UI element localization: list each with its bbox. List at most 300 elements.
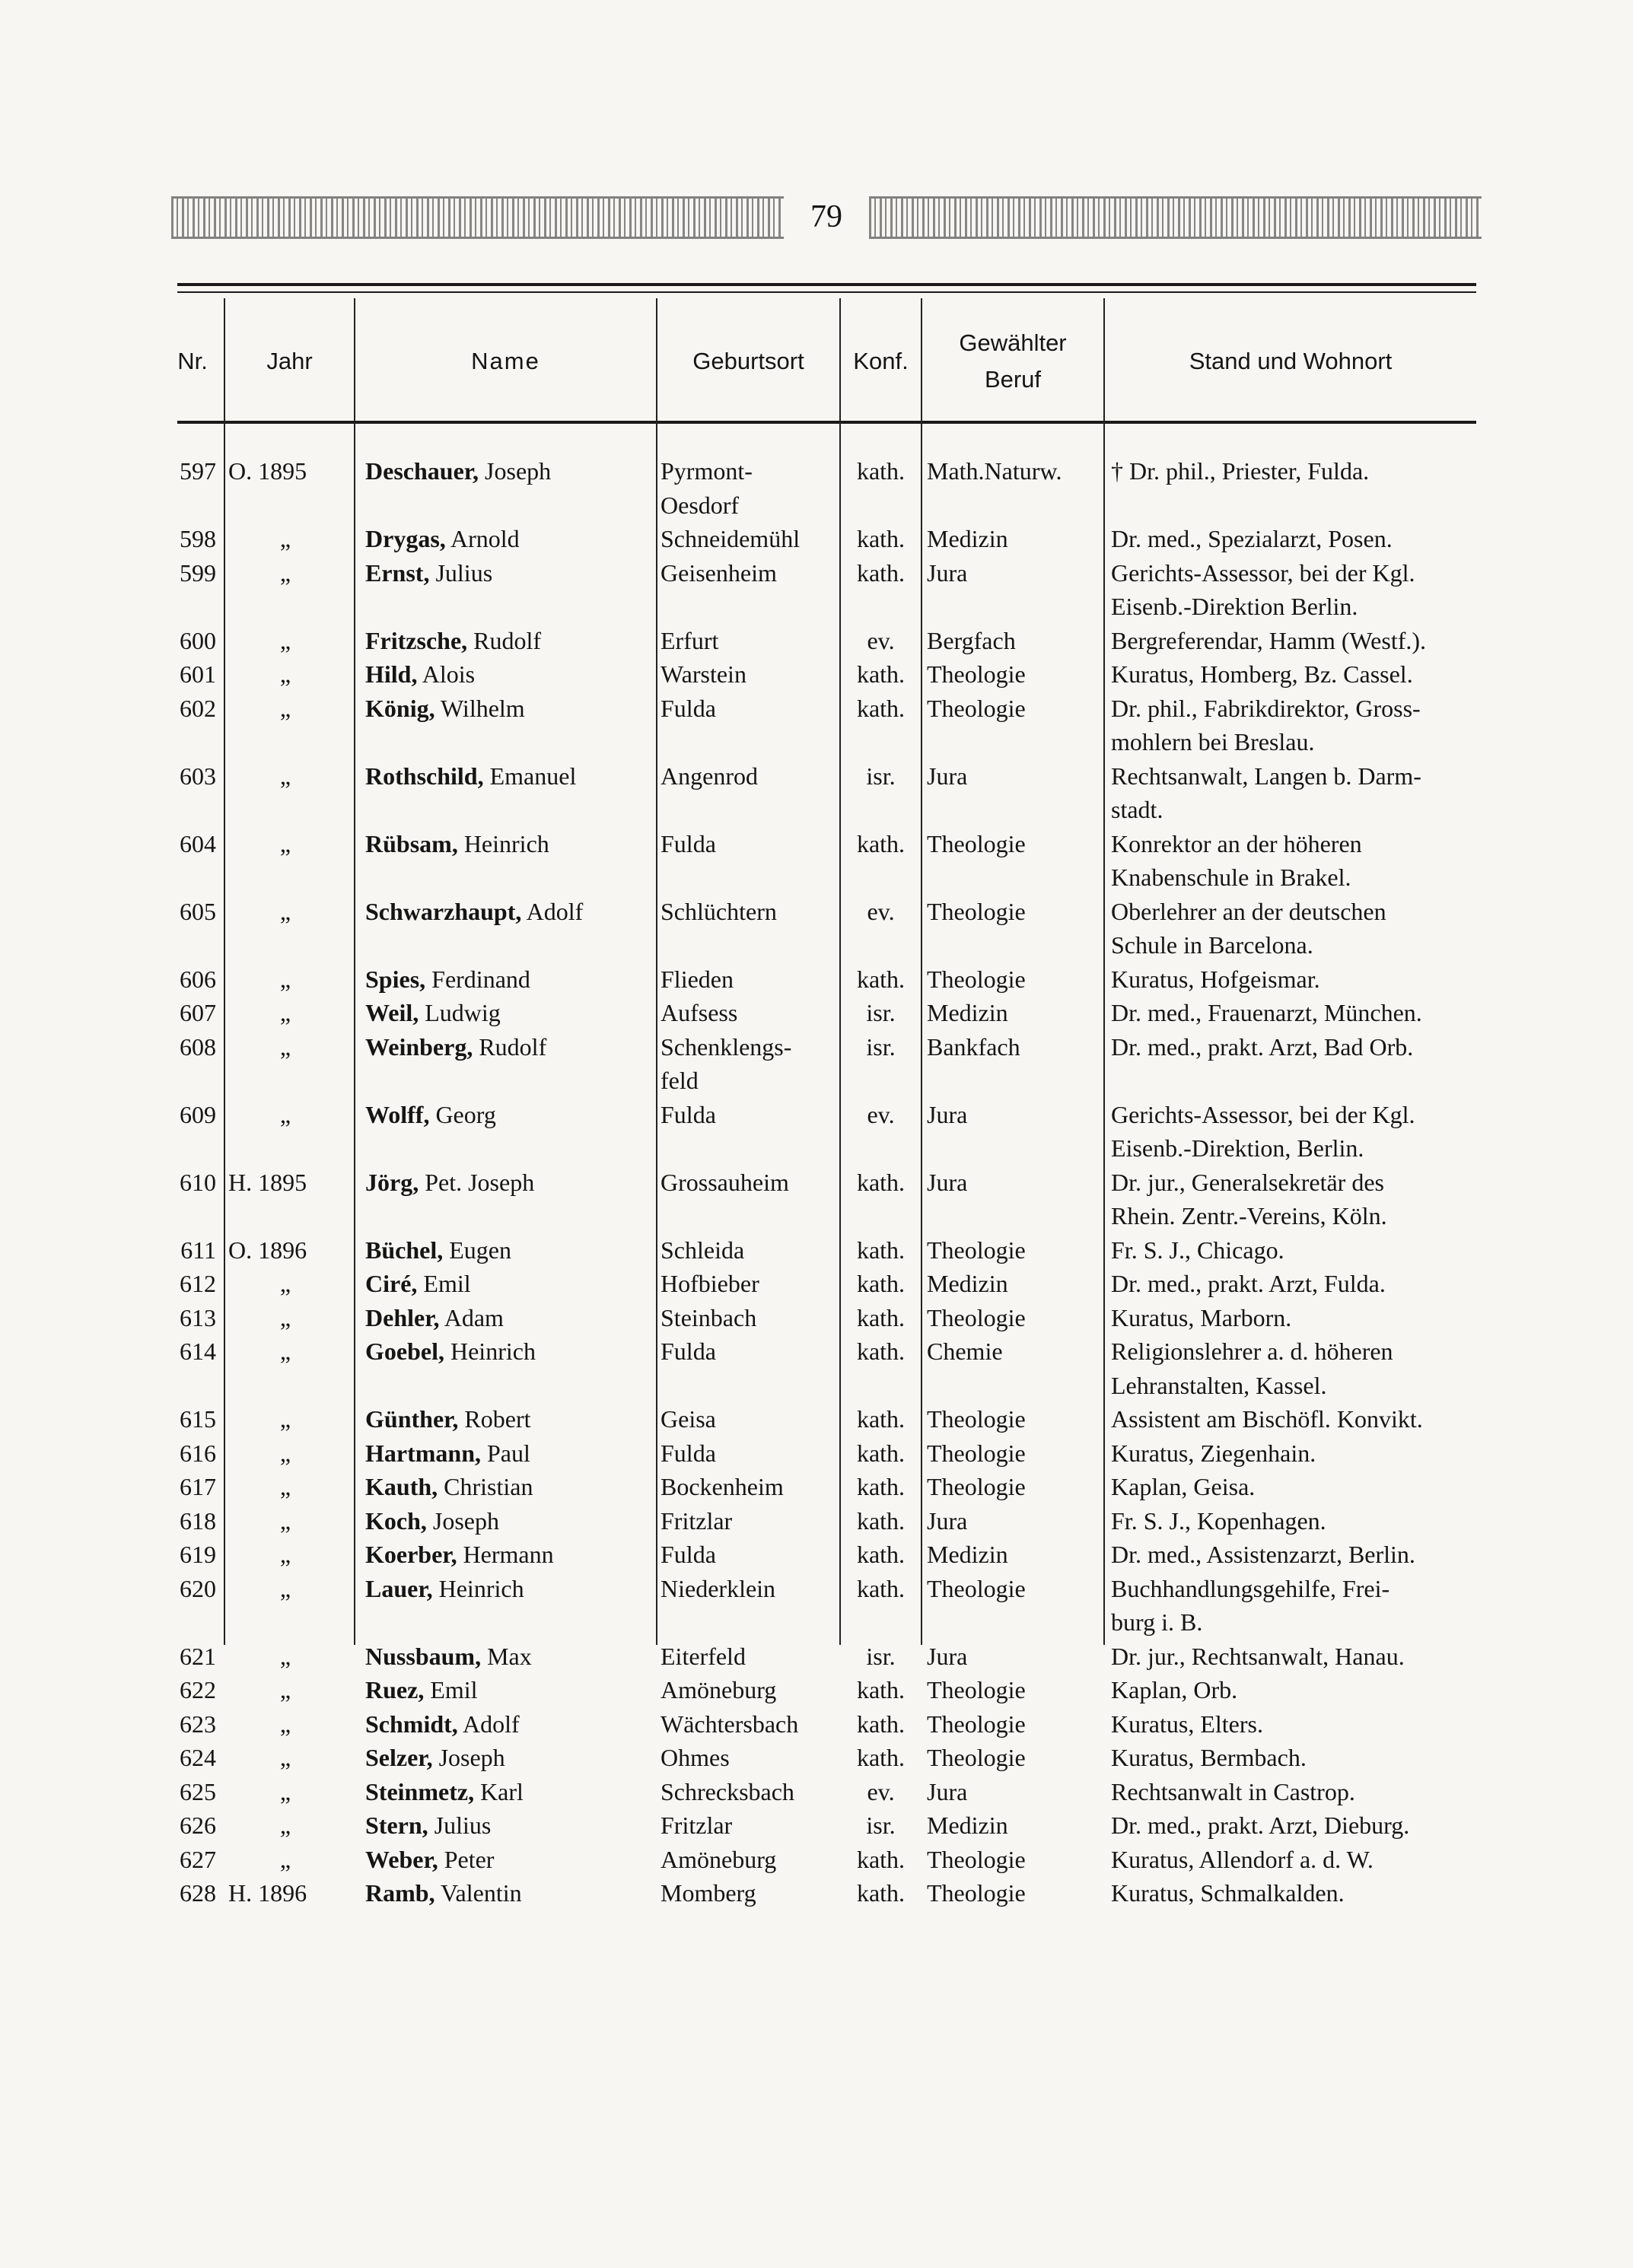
entry-confession: kath.: [856, 457, 906, 485]
entry-profession: Medizin: [927, 525, 1008, 552]
entry-name: [365, 692, 654, 725]
entry-surname: Günther,: [365, 1405, 459, 1433]
entry-birthplace: Fulda: [661, 1100, 716, 1128]
entry-birthplace: Schneidemühl: [661, 525, 801, 552]
entry-number: 605: [180, 897, 216, 925]
ditto-mark: „: [279, 1270, 291, 1297]
entry-year: [228, 1808, 342, 1842]
entry-name: [365, 962, 654, 996]
ditto-mark: „: [279, 1032, 291, 1061]
entry-given-name: Peter: [438, 1845, 495, 1873]
entry-year: H. 1895: [228, 1168, 307, 1196]
entry-confession: kath.: [856, 1541, 906, 1568]
entry-number: 607: [180, 999, 216, 1026]
entry-name: [365, 556, 654, 590]
entry-given-name: Rudolf: [467, 626, 542, 654]
entry-birthplace: Bockenheim: [661, 1473, 784, 1500]
ditto-mark: „: [279, 1541, 291, 1568]
entry-year: [228, 1741, 342, 1774]
table-top-rule-thin: [177, 291, 1476, 293]
ditto-mark: „: [279, 1744, 291, 1771]
table-row: [0, 1334, 1633, 1368]
table-row: [0, 1572, 1633, 1605]
entry-profession: Theologie: [927, 1744, 1026, 1771]
entry-profession: Medizin: [927, 1541, 1008, 1568]
entry-given-name: Adolf: [521, 897, 584, 925]
entry-confession: kath.: [856, 1236, 906, 1264]
entry-profession: Bankfach: [927, 1032, 1020, 1061]
entry-position-residence: Gerichts-Assessor, bei der Kgl.: [1111, 1100, 1415, 1128]
entry-confession: kath.: [856, 1506, 906, 1535]
entry-number: 597: [180, 457, 216, 485]
table-row: [0, 1707, 1633, 1741]
table-row: [0, 657, 1633, 691]
entry-confession: kath.: [856, 1879, 906, 1907]
entry-birthplace: Momberg: [661, 1879, 756, 1907]
entry-profession: Jura: [927, 1100, 968, 1128]
entry-position-residence: Dr. jur., Rechtsanwalt, Hanau.: [1111, 1642, 1405, 1670]
entry-year: [228, 1470, 342, 1503]
entry-number: 602: [180, 694, 216, 722]
entry-number: 598: [180, 525, 216, 552]
table-row: [0, 895, 1633, 928]
entry-surname: Hartmann,: [365, 1439, 481, 1467]
entry-number: 601: [180, 660, 216, 688]
entry-name: [365, 1402, 654, 1436]
column-header-nr: Nr.: [177, 348, 208, 374]
ditto-mark: „: [279, 999, 291, 1026]
entry-position-residence: mohlern bei Breslau.: [1111, 728, 1315, 755]
entry-surname: Drygas,: [365, 525, 446, 552]
entry-birthplace: Fritzlar: [661, 1812, 733, 1839]
table-row: [0, 1131, 1633, 1165]
table-row: [0, 1843, 1633, 1876]
entry-name: [365, 996, 654, 1029]
ditto-mark: „: [279, 1777, 291, 1805]
entry-confession: kath.: [856, 1270, 906, 1297]
entry-name: [365, 1538, 654, 1571]
entry-given-name: Joseph: [426, 1506, 499, 1535]
entry-name: [365, 1098, 654, 1131]
entry-given-name: Emil: [417, 1270, 471, 1297]
page-number: 79: [810, 199, 842, 234]
table-row: [0, 1199, 1633, 1233]
table-row: [0, 1808, 1633, 1842]
entry-position-residence: Kuratus, Bermbach.: [1111, 1744, 1307, 1771]
entry-confession: kath.: [856, 1405, 906, 1433]
column-header-stand: Stand und Wohnort: [1189, 348, 1393, 374]
table-row: [0, 1098, 1633, 1131]
entry-given-name: Joseph: [479, 457, 552, 485]
entry-given-name: Max: [481, 1642, 532, 1670]
entry-year: [228, 692, 342, 725]
entry-year: [228, 827, 342, 860]
table-row: [0, 1605, 1633, 1639]
entry-given-name: Heinrich: [432, 1574, 524, 1602]
entry-profession: Jura: [927, 1777, 968, 1805]
entry-given-name: Pet. Joseph: [419, 1168, 535, 1196]
entry-position-residence: Eisenb.-Direktion, Berlin.: [1111, 1134, 1364, 1162]
entry-profession: Jura: [927, 762, 968, 790]
ditto-mark: „: [279, 1642, 291, 1670]
header-ornament-right: [869, 196, 1482, 239]
ditto-mark: „: [279, 525, 291, 552]
entry-birthplace: Geisenheim: [661, 558, 777, 587]
ditto-mark: „: [279, 660, 291, 688]
entry-number: 628: [180, 1879, 216, 1907]
table-row: [0, 488, 1633, 522]
ditto-mark: „: [279, 1405, 291, 1433]
entry-profession: Theologie: [927, 1303, 1026, 1331]
entry-confession: ev.: [867, 897, 895, 925]
table-row: [0, 1640, 1633, 1673]
ditto-mark: „: [279, 1100, 291, 1128]
entry-given-name: Paul: [481, 1439, 530, 1467]
entry-birthplace: Amöneburg: [661, 1676, 777, 1703]
entry-position-residence: Kuratus, Ziegenhain.: [1111, 1439, 1316, 1467]
table-row: [0, 1233, 1633, 1267]
entry-position-residence: Kuratus, Homberg, Bz. Cassel.: [1111, 660, 1413, 688]
entry-confession: kath.: [856, 525, 906, 552]
entry-profession: Theologie: [927, 1473, 1026, 1500]
entry-number: 608: [180, 1032, 216, 1061]
entry-profession: Theologie: [927, 694, 1026, 722]
table-row: [0, 1741, 1633, 1774]
entry-profession: Theologie: [927, 829, 1026, 857]
entry-birthplace: Fulda: [661, 1541, 716, 1568]
column-header-konf: Konf.: [853, 348, 909, 374]
entry-position-residence: Dr. med., prakt. Arzt, Fulda.: [1111, 1270, 1386, 1297]
entry-year: [228, 962, 342, 996]
entry-surname: Spies,: [365, 965, 426, 993]
entry-position-residence: Kuratus, Schmalkalden.: [1111, 1879, 1345, 1907]
entry-number: 617: [180, 1473, 216, 1500]
ditto-mark: „: [279, 1338, 291, 1365]
ditto-mark: „: [279, 762, 291, 790]
entry-name: [365, 827, 654, 860]
entry-profession: Theologie: [927, 1439, 1026, 1467]
entry-year: [228, 556, 342, 590]
table-row: [0, 1504, 1633, 1538]
entry-position-residence: Dr. phil., Fabrikdirektor, Gross-: [1111, 694, 1421, 722]
entry-position-residence: Gerichts-Assessor, bei der Kgl.: [1111, 558, 1415, 587]
table-row: [0, 996, 1633, 1029]
entry-birthplace: Niederklein: [661, 1574, 776, 1602]
entry-profession: Bergfach: [927, 626, 1016, 654]
entry-name: [365, 1166, 654, 1199]
entry-year: [228, 1402, 342, 1436]
entry-confession: kath.: [856, 1439, 906, 1467]
table-header-rule: [177, 421, 1476, 424]
table-row: [0, 1673, 1633, 1707]
entry-position-residence: Kuratus, Hofgeismar.: [1111, 965, 1320, 993]
entry-profession: Jura: [927, 1168, 968, 1196]
entry-surname: Weinberg,: [365, 1032, 473, 1061]
entry-year: O. 1896: [228, 1236, 307, 1264]
ditto-mark: „: [279, 694, 291, 722]
entry-name: [365, 1775, 654, 1808]
entry-birthplace: Grossauheim: [661, 1168, 789, 1196]
entry-birthplace: Schenklengs-: [661, 1032, 792, 1061]
ditto-mark: „: [279, 1473, 291, 1500]
entry-name: [365, 1470, 654, 1503]
entry-number: 613: [180, 1303, 216, 1331]
entry-name: [365, 1233, 654, 1267]
entry-name: [365, 1572, 654, 1605]
entry-year: O. 1895: [228, 457, 307, 485]
entry-birthplace: Schleida: [661, 1236, 745, 1264]
table-row: [0, 522, 1633, 555]
table-row: [0, 1402, 1633, 1436]
entry-position-residence: Kaplan, Geisa.: [1111, 1473, 1256, 1500]
entry-number: 621: [180, 1642, 216, 1670]
entry-position-residence: Rechtsanwalt in Castrop.: [1111, 1777, 1355, 1805]
column-header-geburtsort: Geburtsort: [692, 348, 804, 374]
entry-name: [365, 522, 654, 555]
ditto-mark: „: [279, 965, 291, 993]
ditto-mark: „: [279, 897, 291, 925]
table-row: [0, 556, 1633, 590]
entry-position-residence: Schule in Barcelona.: [1111, 931, 1313, 959]
entry-confession: ev.: [867, 1100, 895, 1128]
entry-number: 612: [180, 1270, 216, 1297]
table-row: [0, 624, 1633, 657]
entry-birthplace: Fulda: [661, 1338, 716, 1365]
entry-surname: Weil,: [365, 999, 419, 1026]
entry-year: [228, 657, 342, 691]
table-row: [0, 1470, 1633, 1503]
entry-profession: Medizin: [927, 999, 1008, 1026]
entry-birthplace: Fritzlar: [661, 1506, 733, 1535]
entry-surname: Fritzsche,: [365, 626, 468, 654]
entry-confession: isr.: [866, 999, 896, 1026]
entry-number: 615: [180, 1405, 216, 1433]
entry-given-name: Heinrich: [457, 829, 549, 857]
entry-confession: ev.: [867, 626, 895, 654]
entry-number: 614: [180, 1338, 216, 1365]
entry-number: 622: [180, 1676, 216, 1703]
entry-number: 626: [180, 1812, 216, 1839]
entry-confession: isr.: [866, 1642, 896, 1670]
entry-surname: König,: [365, 694, 435, 722]
table-row: [0, 590, 1633, 623]
entry-number: 616: [180, 1439, 216, 1467]
entry-birthplace: feld: [661, 1067, 699, 1094]
entry-surname: Nussbaum,: [365, 1642, 482, 1670]
entry-position-residence: Kuratus, Allendorf a. d. W.: [1111, 1845, 1374, 1873]
entry-surname: Stern,: [365, 1812, 428, 1839]
entry-name: [365, 1436, 654, 1470]
entry-given-name: Emanuel: [483, 762, 577, 790]
ditto-mark: „: [279, 1574, 291, 1602]
entry-surname: Selzer,: [365, 1744, 433, 1771]
entry-given-name: Ludwig: [419, 999, 501, 1026]
entry-surname: Jörg,: [365, 1168, 419, 1196]
ditto-mark: „: [279, 1506, 291, 1535]
entry-year: [228, 1504, 342, 1538]
entry-confession: kath.: [856, 1574, 906, 1602]
entry-position-residence: Fr. S. J., Kopenhagen.: [1111, 1506, 1326, 1535]
ditto-mark: „: [279, 829, 291, 857]
entry-given-name: Emil: [424, 1676, 478, 1703]
entry-number: 624: [180, 1744, 216, 1771]
entry-number: 619: [180, 1541, 216, 1568]
entry-birthplace: Aufsess: [661, 999, 738, 1026]
entry-profession: Theologie: [927, 660, 1026, 688]
header-ornament-left: [171, 196, 784, 239]
table-row: [0, 1064, 1633, 1097]
entry-given-name: Hermann: [457, 1541, 554, 1568]
entry-birthplace: Steinbach: [661, 1303, 757, 1331]
entry-position-residence: Bergreferendar, Hamm (Westf.).: [1111, 626, 1427, 654]
entry-profession: Jura: [927, 1642, 968, 1670]
entry-confession: kath.: [856, 1168, 906, 1196]
entry-number: 599: [180, 558, 216, 587]
column-header-jahr: Jahr: [266, 348, 313, 374]
entry-profession: Chemie: [927, 1338, 1003, 1365]
entry-year: [228, 1775, 342, 1808]
table-row: [0, 454, 1633, 488]
entry-confession: isr.: [866, 762, 896, 790]
entry-birthplace: Oesdorf: [661, 491, 740, 519]
entry-name: [365, 1876, 654, 1910]
entry-given-name: Christian: [438, 1473, 533, 1500]
entry-surname: Steinmetz,: [365, 1777, 475, 1805]
entry-year: [228, 1334, 342, 1368]
entry-year: [228, 1707, 342, 1741]
entry-surname: Schmidt,: [365, 1710, 458, 1738]
entry-confession: kath.: [856, 660, 906, 688]
entry-profession: Theologie: [927, 965, 1026, 993]
entry-given-name: Eugen: [443, 1236, 511, 1264]
table-row: [0, 759, 1633, 793]
entry-number: 611: [180, 1236, 216, 1264]
entry-confession: kath.: [856, 1845, 906, 1873]
entry-profession: Medizin: [927, 1812, 1008, 1839]
entry-name: [365, 1843, 654, 1876]
entry-given-name: Arnold: [445, 525, 520, 552]
entry-number: 610: [180, 1168, 216, 1196]
entry-confession: kath.: [856, 1676, 906, 1703]
entry-profession: Medizin: [927, 1270, 1008, 1297]
entry-position-residence: Rhein. Zentr.-Vereins, Köln.: [1111, 1202, 1387, 1229]
entry-surname: Hild,: [365, 660, 418, 688]
entry-position-residence: Knabenschule in Brakel.: [1111, 864, 1351, 891]
entry-given-name: Adam: [439, 1303, 504, 1331]
entry-profession: Theologie: [927, 1845, 1026, 1873]
ditto-mark: „: [279, 1676, 291, 1703]
table-row: [0, 1301, 1633, 1334]
column-header-beruf: Gewählter Beruf: [959, 329, 1067, 393]
entry-given-name: Julius: [428, 1812, 492, 1839]
entry-surname: Rübsam,: [365, 829, 458, 857]
entry-position-residence: Eisenb.-Direktion Berlin.: [1111, 593, 1358, 620]
entry-position-residence: Kuratus, Marborn.: [1111, 1303, 1292, 1331]
entry-profession: Theologie: [927, 897, 1026, 925]
entry-given-name: Adolf: [457, 1710, 520, 1738]
entry-profession: Theologie: [927, 1574, 1026, 1602]
entry-name: [365, 1673, 654, 1707]
entry-given-name: Valentin: [435, 1879, 522, 1907]
entry-year: [228, 624, 342, 657]
entry-given-name: Joseph: [432, 1744, 505, 1771]
entry-name: [365, 1504, 654, 1538]
entry-number: 620: [180, 1574, 216, 1602]
entry-position-residence: Dr. med., Frauenarzt, München.: [1111, 999, 1422, 1026]
ditto-mark: „: [279, 1845, 291, 1873]
entry-position-residence: Lehranstalten, Kassel.: [1111, 1371, 1327, 1399]
entry-profession: Theologie: [927, 1405, 1026, 1433]
entry-given-name: Ferdinand: [425, 965, 530, 993]
entry-name: [365, 624, 654, 657]
entry-position-residence: Dr. med., prakt. Arzt, Dieburg.: [1111, 1812, 1410, 1839]
entry-confession: kath.: [856, 829, 906, 857]
entry-surname: Lauer,: [365, 1574, 433, 1602]
ditto-mark: „: [279, 1439, 291, 1467]
entry-surname: Wolff,: [365, 1100, 430, 1128]
entry-position-residence: Dr. med., Assistenzarzt, Berlin.: [1111, 1541, 1415, 1568]
entry-birthplace: Angenrod: [661, 762, 758, 790]
entry-surname: Büchel,: [365, 1236, 444, 1264]
entry-number: 618: [180, 1506, 216, 1535]
table-row: [0, 1369, 1633, 1402]
entry-year: [228, 1572, 342, 1605]
entry-year: [228, 522, 342, 555]
ditto-mark: „: [279, 626, 291, 654]
table-row: [0, 827, 1633, 860]
table-row: [0, 725, 1633, 759]
entry-confession: kath.: [856, 1744, 906, 1771]
entry-profession: Theologie: [927, 1710, 1026, 1738]
entry-number: 600: [180, 626, 216, 654]
entry-confession: kath.: [856, 1473, 906, 1500]
entry-birthplace: Fulda: [661, 694, 716, 722]
table-row: [0, 1775, 1633, 1808]
entry-birthplace: Eiterfeld: [661, 1642, 746, 1670]
entry-year: H. 1896: [228, 1879, 307, 1907]
entry-name: [365, 759, 654, 793]
entry-given-name: Karl: [474, 1777, 524, 1805]
entry-surname: Ruez,: [365, 1676, 425, 1703]
entry-birthplace: Pyrmont-: [661, 457, 753, 485]
entry-confession: kath.: [856, 1303, 906, 1331]
entry-number: 623: [180, 1710, 216, 1738]
entry-position-residence: Kaplan, Orb.: [1111, 1676, 1238, 1703]
entry-surname: Koerber,: [365, 1541, 457, 1568]
entry-surname: Rothschild,: [365, 762, 484, 790]
table-row: [0, 1876, 1633, 1910]
table-row: [0, 928, 1633, 962]
entry-number: 609: [180, 1100, 216, 1128]
entry-position-residence: Kuratus, Elters.: [1111, 1710, 1263, 1738]
entry-year: [228, 1267, 342, 1300]
entry-birthplace: Schlüchtern: [661, 897, 777, 925]
table-top-rule: [177, 283, 1476, 286]
entry-position-residence: stadt.: [1111, 796, 1163, 823]
entry-birthplace: Warstein: [661, 660, 746, 688]
entry-year: [228, 759, 342, 793]
entry-given-name: Rudolf: [473, 1032, 547, 1061]
entry-birthplace: Fulda: [661, 1439, 716, 1467]
entry-birthplace: Hofbieber: [661, 1270, 759, 1297]
entry-given-name: Julius: [429, 558, 493, 587]
entry-position-residence: Assistent am Bischöfl. Konvikt.: [1111, 1405, 1423, 1433]
entry-profession: Theologie: [927, 1676, 1026, 1703]
entry-profession: Math.Naturw.: [927, 457, 1062, 485]
entry-profession: Jura: [927, 558, 968, 587]
entry-position-residence: burg i. B.: [1111, 1608, 1203, 1636]
ditto-mark: „: [279, 1812, 291, 1839]
